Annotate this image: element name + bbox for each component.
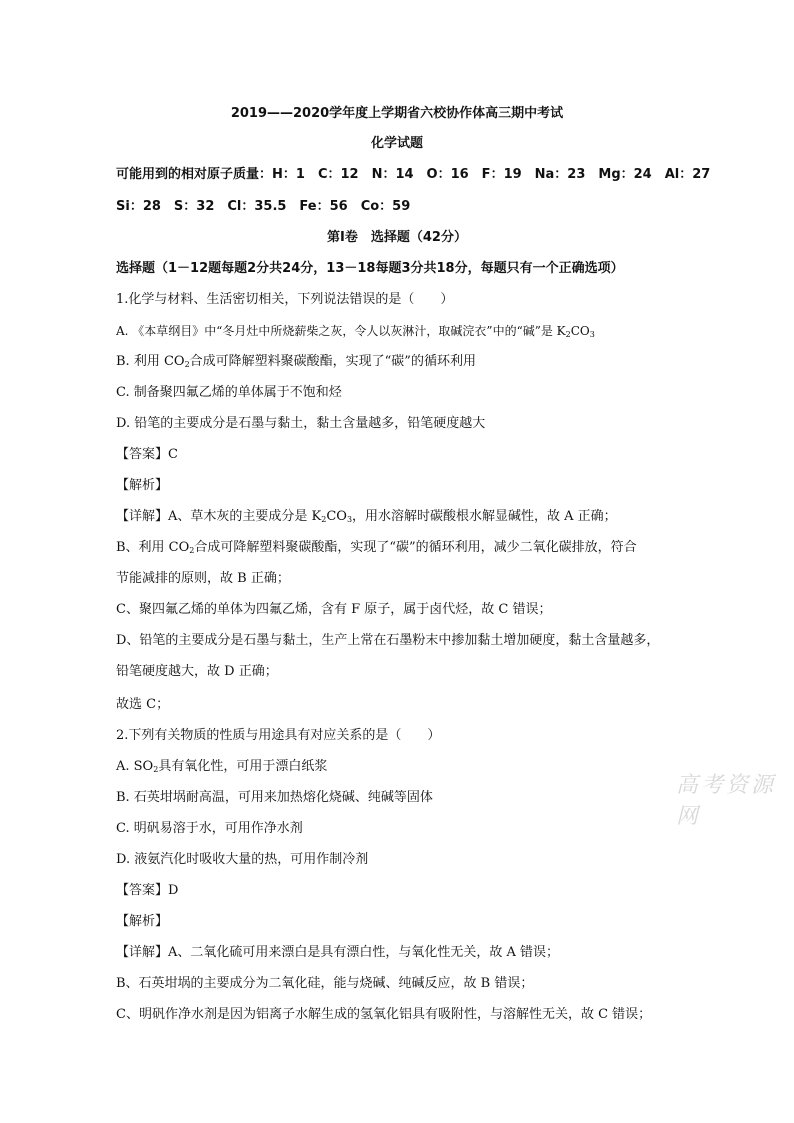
q1-detail-a-sub2: 3 (346, 515, 353, 524)
q1-detail-c: C、聚四氟乙烯的单体为四氟乙烯，含有 F 原子，属于卤代烃，故 C 错误； (116, 602, 552, 617)
q1-detail-b-sub: 2 (189, 546, 195, 555)
q1-conclusion: 故选 C； (116, 697, 170, 712)
q1-option-a-mid: CO (570, 324, 590, 338)
q2-option-c: C. 明矾易溶于水，可用作净水剂 (116, 821, 303, 836)
q1-detail-a-pre: 【详解】A、草木灰的主要成分是 K (116, 509, 322, 524)
q1-detail-b-post: 合成可降解塑料聚碳酸酯，实现了“碳”的循环利用，减少二氧化碳排放，符合 (194, 540, 637, 555)
q2-option-a-pre: A. SO (116, 759, 154, 774)
atomic-mass-label: 可能用到的相对原子质量： (116, 167, 273, 182)
q1-option-a-text: A. 《本草纲目》中“冬月灶中所烧薪柴之灰，令人以灰淋汁，取碱浣衣”中的“碱”是 K (116, 324, 566, 338)
q1-stem: 1.化学与材料、生活密切相关，下列说法错误的是（ ） (116, 292, 454, 307)
q2-answer: 【答案】D (116, 883, 179, 898)
q1-option-b-sub: 2 (184, 360, 190, 369)
q1-detail-b-cont: 节能减排的原则，故 B 正确； (116, 571, 290, 586)
q1-detail-d: D、铅笔的主要成分是石墨与黏土，生产上常在石墨粉末中掺加黏土增加硬度，黏土含量越多， (116, 633, 660, 648)
q1-analysis-heading: 【解析】 (116, 478, 169, 493)
q1-option-b-pre: B. 利用 CO (116, 354, 185, 369)
q1-option-a-sub1: 2 (565, 330, 571, 339)
q1-option-b (116, 354, 476, 370)
q1-option-a-sub2: 3 (589, 330, 595, 339)
q1-detail-a-sub1: 2 (321, 515, 327, 524)
atomic-mass-line-2: Si：28 S：32 Cl：35.5 Fe：56 Co：59 (116, 199, 411, 214)
q2-detail-c: C、明矾作净水剂是因为铝离子水解生成的氢氧化铝具有吸附性，与溶解性无关，故 C 错误； (116, 1007, 652, 1022)
q2-option-a (116, 759, 327, 775)
q1-option-a (116, 323, 595, 339)
q2-option-a-sub: 2 (153, 765, 159, 774)
q1-option-c: C. 制备聚四氟乙烯的单体属于不饱和烃 (116, 385, 342, 400)
q2-stem: 2.下列有关物质的性质与用途具有对应关系的是（ ） (116, 728, 441, 743)
atomic-mass-line-1 (116, 167, 710, 183)
q2-option-a-post: 具有氧化性，可用于漂白纸浆 (158, 759, 328, 774)
q2-option-d: D. 液氨汽化时吸收大量的热，可用作制冷剂 (116, 852, 369, 867)
q1-detail-d-cont: 铅笔硬度越大，故 D 正确； (116, 664, 278, 679)
q1-detail-a (116, 509, 617, 525)
q1-detail-b (116, 540, 637, 556)
watermark: 高考资源网 (676, 773, 777, 829)
q2-detail-b: B、石英坩埚的主要成分为二氧化硅，能与烧碱、纯碱反应，故 B 错误； (116, 976, 534, 991)
q1-option-d: D. 铅笔的主要成分是石墨与黏土，黏土含量越多，铅笔硬度越大 (116, 416, 486, 431)
q1-detail-b-pre: B、利用 CO (116, 540, 190, 555)
q2-analysis-heading: 【解析】 (116, 914, 169, 929)
exam-subtitle: 化学试题 (370, 136, 423, 151)
section-instructions: 选择题（1－12题每题2分共24分，13－18每题3分共18分，每题只有一个正确选项） (116, 261, 624, 276)
q1-option-b-post: 合成可降解塑料聚碳酸酯，实现了“碳”的循环利用 (189, 354, 476, 369)
q1-detail-a-post: ，用水溶解时碳酸根水解显碱性，故 A 正确； (352, 509, 617, 524)
section-title: 第Ⅰ卷 选择题（42分） (327, 230, 467, 245)
q1-detail-a-mid: CO (326, 509, 347, 524)
q2-option-b: B. 石英坩埚耐高温，可用来加热熔化烧碱、纯碱等固体 (116, 790, 433, 805)
q2-detail-a: 【详解】A、二氧化硫可用来漂白是具有漂白性，与氧化性无关，故 A 错误； (116, 945, 560, 960)
atomic-mass-values-1: H：1 C：12 N：14 O：16 F：19 Na：23 Mg：24 Al：27 (272, 167, 711, 182)
exam-title: 2019——2020学年度上学期省六校协作体高三期中考试 (230, 106, 564, 121)
q1-answer: 【答案】C (116, 447, 178, 462)
